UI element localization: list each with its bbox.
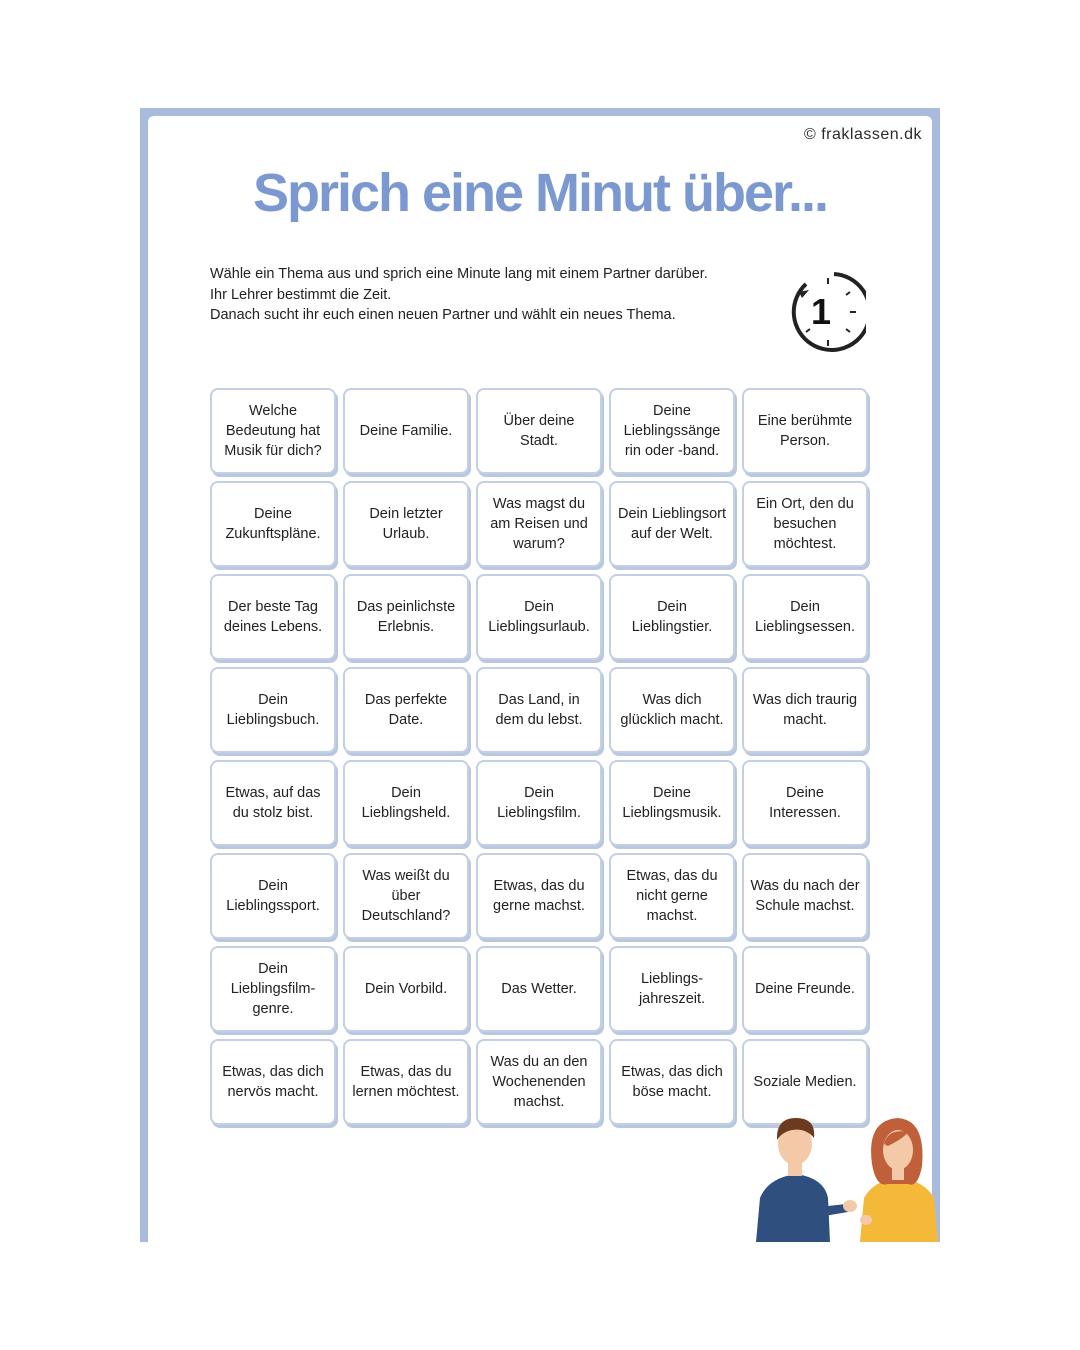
topic-card: Was dich traurig macht.	[742, 667, 868, 753]
topic-card: Was weißt du über Deutschland?	[343, 853, 469, 939]
instructions	[210, 264, 770, 326]
topic-card: Dein letzter Urlaub.	[343, 481, 469, 567]
topic-card: Eine berühmte Person.	[742, 388, 868, 474]
instruction-line: Wähle ein Thema aus und sprich eine Minute lang mit einem Partner darüber.	[210, 266, 708, 282]
topic-card: Welche Bedeutung hat Musik für dich?	[210, 388, 336, 474]
topic-card: Was du nach der Schule machst.	[742, 853, 868, 939]
topic-card: Etwas, das du gerne machst.	[476, 853, 602, 939]
topic-card: Dein Lieblingsheld.	[343, 760, 469, 846]
topic-card: Was magst du am Reisen und warum?	[476, 481, 602, 567]
topic-card: Deine Zukunftspläne.	[210, 481, 336, 567]
topic-card: Etwas, das du lernen möchtest.	[343, 1039, 469, 1125]
topic-card: Was dich glücklich macht.	[609, 667, 735, 753]
topic-card: Deine Lieblingssänge rin oder -band.	[609, 388, 735, 474]
topic-card: Dein Lieblingssport.	[210, 853, 336, 939]
topic-card: Das Wetter.	[476, 946, 602, 1032]
topic-card: Dein Lieblingsfilm.	[476, 760, 602, 846]
topic-card: Etwas, das dich böse macht.	[609, 1039, 735, 1125]
topic-card: Das perfekte Date.	[343, 667, 469, 753]
instruction-line: Ihr Lehrer bestimmt die Zeit.	[210, 286, 392, 303]
topic-card: Dein Lieblingsessen.	[742, 574, 868, 660]
topic-card: Dein Lieblingsfilm-genre.	[210, 946, 336, 1032]
copyright: © fraklassen.dk	[804, 126, 922, 143]
topic-card: Dein Vorbild.	[343, 946, 469, 1032]
topic-card: Lieblings-jahreszeit.	[609, 946, 735, 1032]
topic-card: Deine Lieblingsmusik.	[609, 760, 735, 846]
topic-card: Das Land, in dem du lebst.	[476, 667, 602, 753]
topic-card: Deine Familie.	[343, 388, 469, 474]
topic-card: Der beste Tag deines Lebens.	[210, 574, 336, 660]
topic-card: Soziale Medien.	[742, 1039, 868, 1125]
timer-label: 1	[810, 291, 832, 332]
topic-card: Deine Interessen.	[742, 760, 868, 846]
topic-card: Etwas, das du nicht gerne machst.	[609, 853, 735, 939]
topic-card: Etwas, das dich nervös macht.	[210, 1039, 336, 1125]
topic-card: Etwas, auf das du stolz bist.	[210, 760, 336, 846]
topic-card: Das peinlichste Erlebnis.	[343, 574, 469, 660]
topic-card: Dein Lieblingstier.	[609, 574, 735, 660]
topic-card: Was du an den Wochenenden machst.	[476, 1039, 602, 1125]
topic-card: Deine Freunde.	[742, 946, 868, 1032]
topic-grid	[210, 388, 868, 1125]
stopwatch-icon	[776, 262, 866, 352]
page-title: Sprich eine Minut über...	[252, 163, 828, 223]
people-talking-illustration	[748, 1106, 940, 1242]
topic-card: Dein Lieblingsurlaub.	[476, 574, 602, 660]
instruction-line: Danach sucht ihr euch einen neuen Partner und wählt ein neues Thema.	[210, 307, 676, 323]
topic-card: Ein Ort, den du besuchen möchtest.	[742, 481, 868, 567]
topic-card: Dein Lieblingsort auf der Welt.	[609, 481, 735, 567]
worksheet	[148, 116, 932, 1242]
worksheet-frame	[140, 108, 940, 1242]
topic-card: Dein Lieblingsbuch.	[210, 667, 336, 753]
topic-card: Über deine Stadt.	[476, 388, 602, 474]
